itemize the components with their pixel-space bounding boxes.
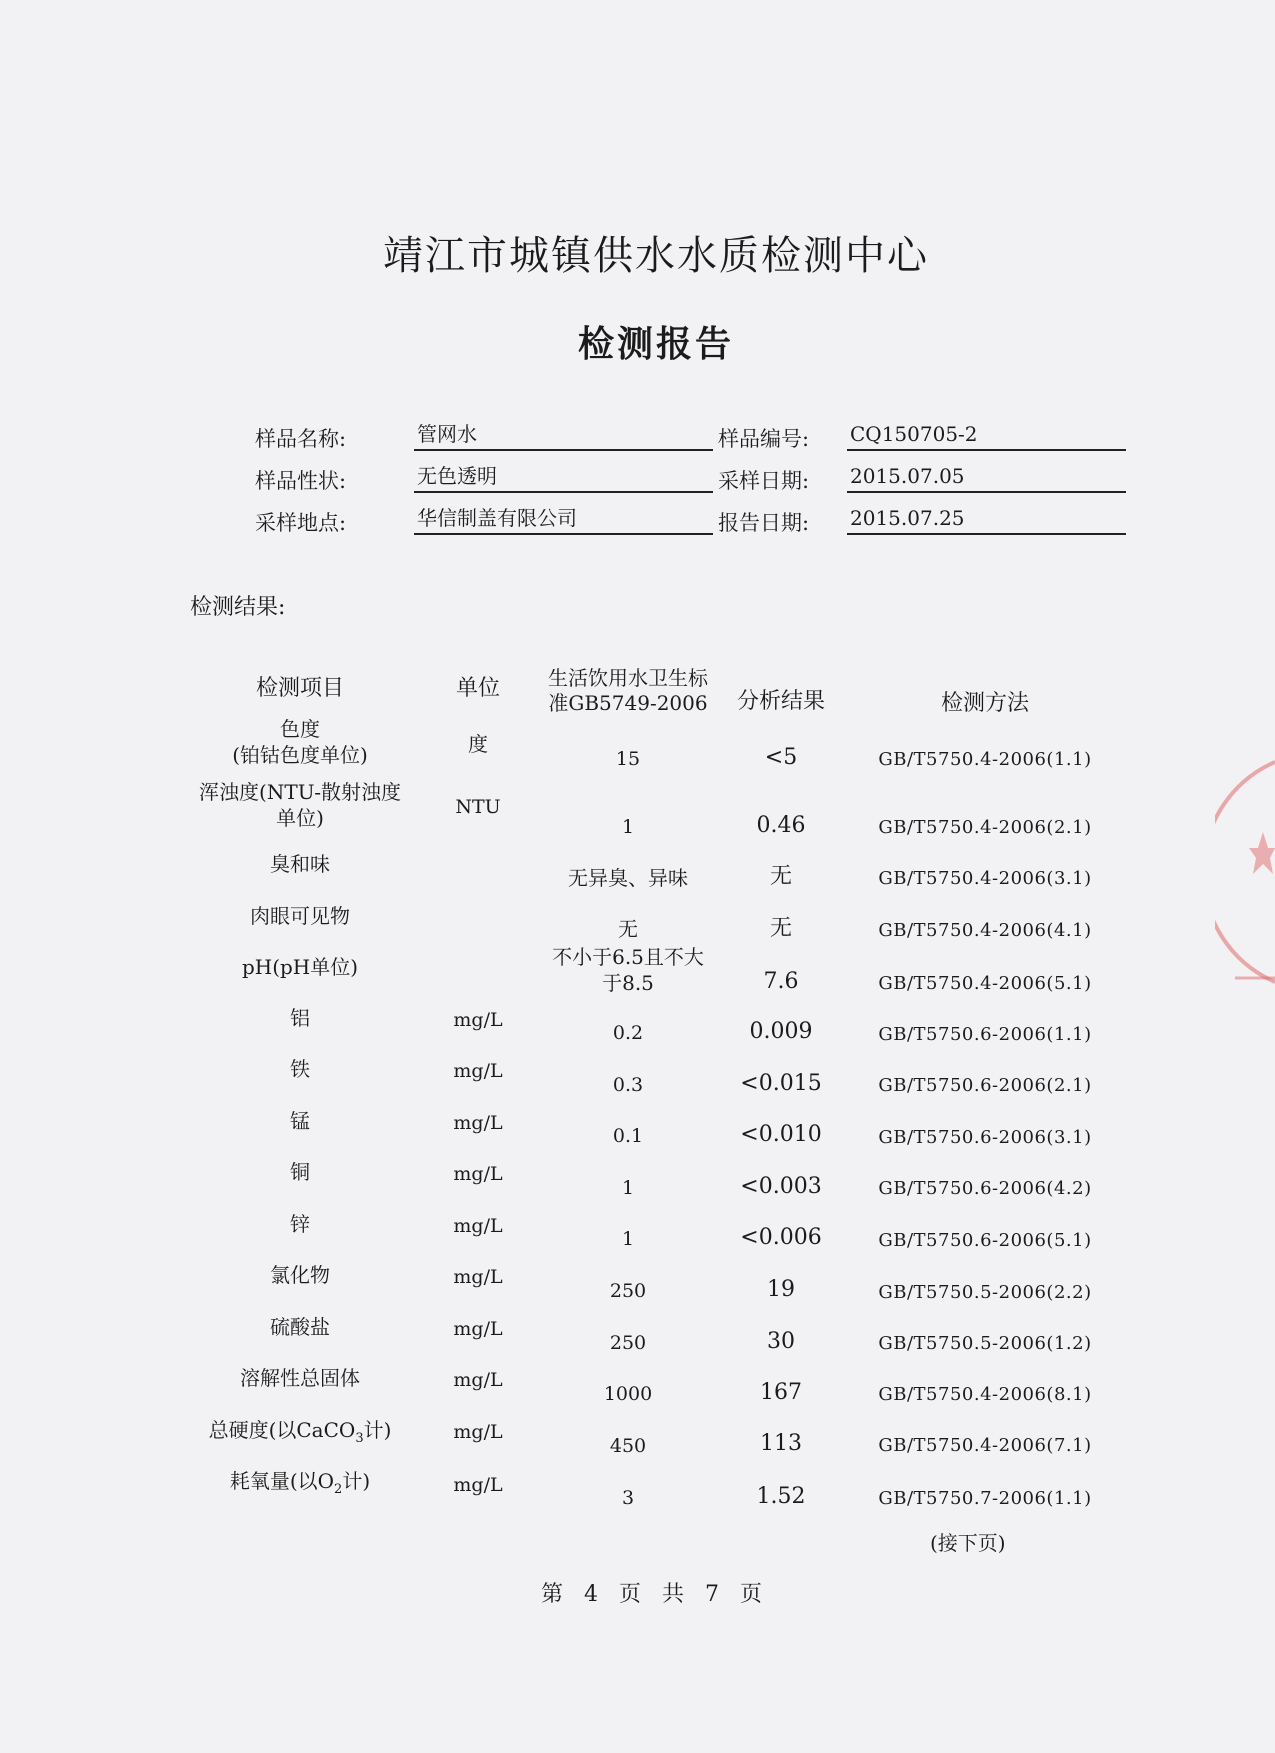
item-name [175,1469,425,1502]
report-title: 检测报告 [577,323,734,365]
header-standard-line2: 准GB5749-2006 [548,691,708,715]
item-name-line2: 单位) [276,806,324,830]
standard-value: 1000 [603,1383,653,1405]
continue-note: (接下页) [930,1531,1006,1555]
item-name: 氯化物 [270,1263,330,1287]
method: GB/T5750.6-2006(2.1) [878,1075,1092,1096]
unit: mg/L [453,1163,503,1185]
result-value: 0.009 [749,1019,813,1044]
report-date-value: 2015.07.25 [847,505,1126,535]
method: GB/T5750.4-2006(8.1) [878,1384,1092,1405]
method: GB/T5750.4-2006(2.1) [878,817,1092,838]
sampling-site-label: 采样地点: [255,511,347,535]
standard-value: 0.3 [612,1074,644,1096]
sample-no-label: 样品编号: [718,427,810,451]
standard-value: 3 [621,1487,635,1509]
sample-state-label: 样品性状: [255,469,347,493]
result-value: <5 [764,745,798,770]
sample-name-label: 样品名称: [255,427,347,451]
result-value: 113 [760,1431,802,1456]
unit: 度 [468,732,488,756]
standard-value: 1 [621,816,635,838]
item-name: 肉眼可见物 [250,904,350,928]
method: GB/T5750.6-2006(3.1) [878,1127,1092,1148]
unit: NTU [455,796,501,818]
unit: mg/L [453,1215,503,1237]
item-name [175,1418,425,1451]
method: GB/T5750.4-2006(5.1) [878,973,1092,994]
results-label: 检测结果: [190,595,286,620]
standard-value: 0.2 [612,1022,644,1044]
header-unit: 单位 [455,676,500,701]
unit: mg/L [453,1421,503,1443]
sample-state-value: 无色透明 [414,463,713,493]
result-value: <0.006 [740,1225,822,1250]
standard-value: 250 [609,1332,647,1354]
unit: mg/L [453,1369,503,1391]
item-name: 硫酸盐 [270,1315,330,1339]
result-value: 167 [760,1380,802,1405]
method: GB/T5750.4-2006(7.1) [878,1435,1092,1456]
unit: mg/L [453,1112,503,1134]
standard-value: 1 [621,1177,635,1199]
unit: mg/L [453,1266,503,1288]
seal-stamp [1215,752,1275,992]
header-result: 分析结果 [736,689,825,714]
result-value: <0.010 [740,1122,822,1147]
unit: mg/L [453,1060,503,1082]
method: GB/T5750.6-2006(5.1) [878,1230,1092,1251]
page-number: 第 4 页 共 7 页 [541,1582,762,1607]
method: GB/T5750.5-2006(1.2) [878,1333,1092,1354]
result-value: 无 [769,916,792,941]
item-name: 臭和味 [270,852,330,876]
item-name: pH(pH单位) [241,955,359,979]
item-subscript: 3 [355,1431,364,1446]
item-name-suffix: 计) [342,1469,371,1493]
sample-name-value: 管网水 [414,421,713,451]
unit: mg/L [453,1009,503,1031]
item-subscript: 2 [334,1482,343,1497]
item-name-text: 总硬度(以CaCO [208,1418,356,1442]
standard-value: 1 [621,1228,635,1250]
standard-value-line2: 于8.5 [602,971,654,995]
method: GB/T5750.5-2006(2.2) [878,1282,1092,1303]
unit: mg/L [453,1474,503,1496]
standard-value: 250 [609,1280,647,1302]
report-date-label: 报告日期: [718,511,810,535]
standard-value-line1: 不小于6.5且不大 [552,945,704,969]
item-name-line2: (铂钴色度单位) [232,743,368,767]
item-name: 色度 [280,717,320,741]
item-name: 浑浊度(NTU-散射浊度 [199,780,401,804]
result-value: 0.46 [756,813,806,838]
sampling-site-value: 华信制盖有限公司 [414,505,713,535]
header-method: 检测方法 [940,691,1029,716]
method: GB/T5750.4-2006(4.1) [878,920,1092,941]
item-name-suffix: 计) [363,1418,392,1442]
item-name: 锰 [290,1109,310,1133]
result-value: 1.52 [756,1484,806,1509]
header-item: 检测项目 [255,676,344,701]
sampling-date-value: 2015.07.05 [847,463,1126,493]
item-name-text: 耗氧量(以O [229,1469,335,1493]
result-value: 30 [767,1329,795,1354]
item-name: 铁 [290,1057,310,1081]
item-name: 铜 [290,1160,310,1184]
header-standard-line1: 生活饮用水卫生标 [548,666,708,690]
result-value: 7.6 [763,969,799,994]
method: GB/T5750.4-2006(3.1) [878,868,1092,889]
unit: mg/L [453,1318,503,1340]
standard-value: 无异臭、异味 [568,866,688,890]
result-value: 无 [769,864,792,889]
result-value: <0.015 [740,1071,822,1096]
item-name: 铝 [290,1006,310,1030]
method: GB/T5750.7-2006(1.1) [878,1488,1092,1509]
standard-value: 15 [615,748,641,770]
method: GB/T5750.4-2006(1.1) [878,749,1092,770]
item-name: 锌 [290,1212,310,1236]
item-name: 溶解性总固体 [240,1366,360,1390]
standard-value: 无 [618,917,638,941]
standard-value: 0.1 [612,1125,644,1147]
organization-name: 靖江市城镇供水水质检测中心 [383,233,929,279]
standard-value: 450 [609,1435,647,1457]
result-value: <0.003 [740,1174,822,1199]
sampling-date-label: 采样日期: [718,469,810,493]
method: GB/T5750.6-2006(1.1) [878,1024,1092,1045]
method: GB/T5750.6-2006(4.2) [878,1178,1092,1199]
sample-no-value: CQ150705-2 [847,421,1126,451]
result-value: 19 [767,1277,795,1302]
